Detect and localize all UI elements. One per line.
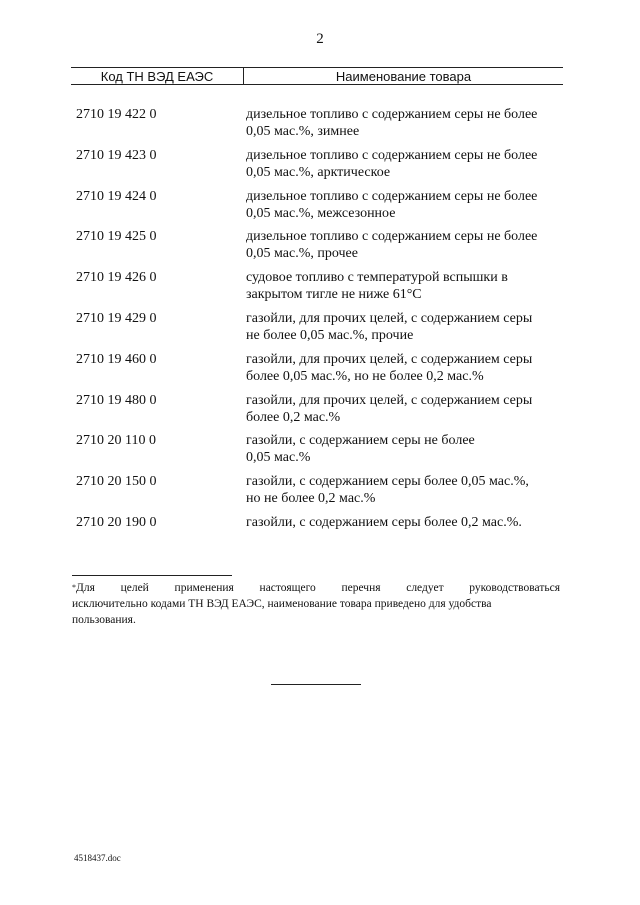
row-description (246, 269, 566, 303)
footnote-line: пользования. (72, 614, 136, 626)
row-description-line: но не более 0,2 мас.% (246, 491, 376, 507)
row-description-line: газойли, с содержанием серы более 0,05 мас.%, (246, 474, 529, 490)
row-code: 2710 19 480 0 (76, 392, 157, 408)
page-number: 2 (316, 31, 324, 47)
row-description-line: 0,05 мас.%, прочее (246, 246, 358, 262)
row-code: 2710 19 429 0 (76, 310, 157, 326)
row-description (246, 188, 566, 222)
row-description (246, 228, 566, 262)
row-code: 2710 20 110 0 (76, 433, 156, 449)
footnote-word: *Для (72, 582, 95, 594)
row-description-line: 0,05 мас.% (246, 450, 311, 466)
row-code: 2710 20 150 0 (76, 474, 157, 490)
footnote-separator (72, 575, 232, 576)
row-description (246, 351, 566, 385)
table-row (76, 351, 566, 392)
table-row (76, 106, 566, 147)
table-row (76, 514, 566, 555)
footnote-word: руководствоваться (469, 582, 560, 594)
table-row (76, 228, 566, 269)
table-header (71, 67, 563, 85)
column-header-name: Наименование товара (335, 69, 472, 84)
table-body (76, 106, 566, 555)
table-row (76, 392, 566, 433)
column-header-code: Код ТН ВЭД ЕАЭС (100, 69, 214, 84)
header-top-rule (71, 67, 563, 68)
row-code: 2710 19 425 0 (76, 229, 157, 245)
row-description-line: 0,05 мас.%, межсезонное (246, 205, 396, 221)
row-description-line: закрытом тигле не ниже 61°С (246, 287, 422, 303)
footnote-word: применения (174, 582, 234, 594)
table-row (76, 269, 566, 310)
row-description-line: не более 0,05 мас.%, прочие (246, 327, 414, 343)
footnote-word: целей (120, 582, 149, 594)
row-description (246, 432, 566, 466)
row-description-line: дизельное топливо с содержанием серы не более (246, 147, 538, 163)
footnote-line: исключительно кодами ТН ВЭД ЕАЭС, наименование товара приведено для удобства (72, 598, 492, 610)
footnote-line (72, 580, 560, 596)
row-description-line: газойли, для прочих целей, с содержанием серы (246, 351, 533, 367)
table-row (76, 432, 566, 473)
row-description-line: 0,05 мас.%, арктическое (246, 164, 391, 180)
footnote-word: перечня (341, 582, 381, 594)
row-description-line: более 0,2 мас.% (246, 409, 341, 425)
row-code: 2710 19 460 0 (76, 351, 157, 367)
table-row (76, 188, 566, 229)
table-row (76, 310, 566, 351)
row-description (246, 473, 566, 507)
table-row (76, 473, 566, 514)
row-description-line: газойли, с содержанием серы более 0,2 мас.%. (246, 514, 522, 530)
footnote-word: следует (406, 582, 444, 594)
footnote (72, 580, 560, 628)
row-description-line: дизельное топливо с содержанием серы не более (246, 107, 538, 122)
table-row (76, 147, 566, 188)
row-description-line: дизельное топливо с содержанием серы не более (246, 188, 538, 204)
row-code: 2710 20 190 0 (76, 514, 157, 530)
row-code: 2710 19 422 0 (76, 107, 157, 122)
row-code: 2710 19 423 0 (76, 147, 157, 163)
row-description (246, 147, 566, 181)
row-description (246, 106, 566, 140)
row-code: 2710 19 426 0 (76, 270, 157, 286)
footnote-marker: * (72, 583, 76, 592)
row-description (246, 514, 566, 531)
footnote-word: настоящего (259, 582, 316, 594)
row-code: 2710 19 424 0 (76, 188, 157, 204)
row-description-line: газойли, для прочих целей, с содержанием серы (246, 392, 533, 408)
row-description-line: дизельное топливо с содержанием серы не более (246, 229, 538, 245)
row-description-line: газойли, с содержанием серы не более (246, 433, 475, 449)
row-description-line: судовое топливо с температурой вспышки в (246, 270, 508, 286)
header-bottom-rule (71, 84, 563, 85)
document-filename: 4518437.doc (74, 853, 121, 863)
end-of-document-rule (271, 684, 361, 685)
row-description (246, 392, 566, 426)
row-description-line: 0,05 мас.%, зимнее (246, 124, 360, 139)
row-description-line: более 0,05 мас.%, но не более 0,2 мас.% (246, 368, 484, 384)
row-description (246, 310, 566, 344)
row-description-line: газойли, для прочих целей, с содержанием серы (246, 310, 533, 326)
